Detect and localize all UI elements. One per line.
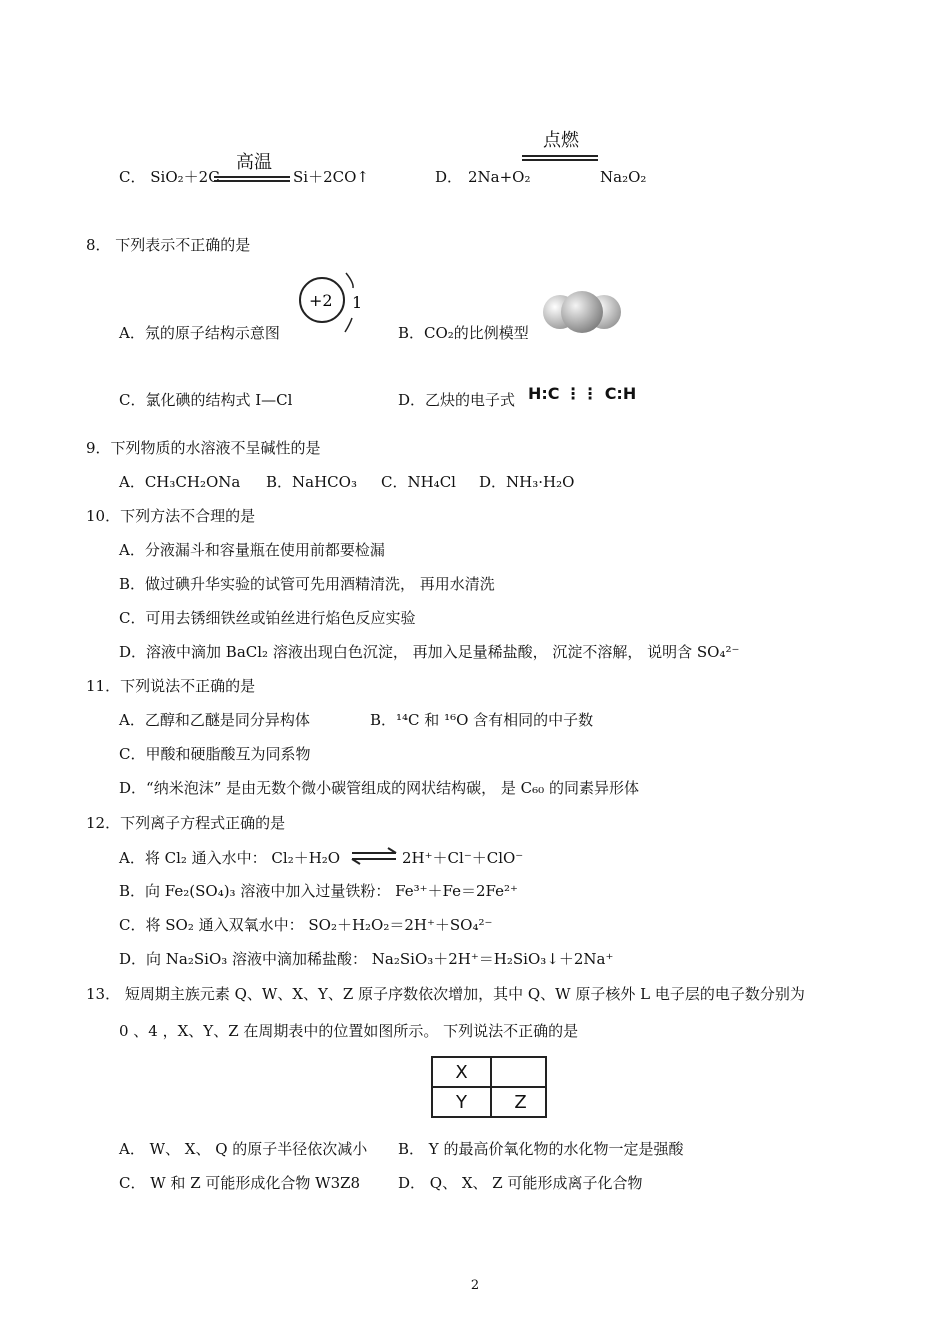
reversible-arrow: [350, 846, 400, 866]
q9-option-c: C．NH₄Cl: [381, 473, 456, 491]
acetylene-electron-formula: [528, 384, 636, 403]
q13-stem-continued: 0 、4 ，X、Y、Z 在周期表中的位置如图所示。 下列说法不正确的是: [119, 1022, 579, 1040]
q11-option-b: B．¹⁴C 和 ¹⁶O 含有相同的中子数: [370, 711, 594, 729]
q11-stem: 11．下列说法不正确的是: [86, 677, 256, 695]
q7-d-equals-bar: [522, 155, 598, 161]
table-cell-x: X: [455, 1062, 468, 1083]
atom-electron-count: 1: [352, 293, 363, 312]
table-cell-empty: [492, 1058, 549, 1087]
q7-c-right: Si＋2CO↑: [293, 168, 369, 186]
q7-c-condition: 高温: [236, 152, 272, 173]
q12-option-c: C．将 SO₂ 通入双氧水中： SO₂＋H₂O₂＝2H⁺＋SO₄²⁻: [119, 916, 493, 934]
co2-space-filling-model: [538, 288, 628, 336]
q12-option-d: D．向 Na₂SiO₃ 溶液中滴加稀盐酸： Na₂SiO₃＋2H⁺＝H₂SiO₃↓＋2Na⁺: [119, 950, 614, 968]
q11-option-d: D．“纳米泡沫” 是由无数个微小碳管组成的网状结构碳， 是 C₆₀ 的同素异形体: [119, 779, 639, 797]
q12-option-a-right: 2H⁺＋Cl⁻＋ClO⁻: [402, 849, 524, 867]
periodic-table-fragment: [431, 1056, 547, 1118]
neon-atom-diagram: [296, 268, 366, 338]
q8-option-b: B．CO₂的比例模型: [398, 324, 529, 342]
q10-option-d: D．溶液中滴加 BaCl₂ 溶液出现白色沉淀， 再加入足量稀盐酸， 沉淀不溶解， 说明含 SO₄²⁻: [119, 643, 740, 661]
triple-bond-dots: ⋮⋮: [565, 384, 600, 403]
q7-d-label: D．: [435, 168, 463, 186]
q7-option-c: [119, 167, 220, 187]
q13-option-c: C． W 和 Z 可能形成化合物 W3Z8: [119, 1174, 361, 1192]
table-cell-z: Z: [514, 1092, 527, 1113]
q9-option-a: A．CH₃CH₂ONa: [119, 473, 241, 491]
formula-right: C:H: [604, 384, 637, 403]
q7-c-label: C．: [119, 168, 146, 186]
q12-stem: 12．下列离子方程式正确的是: [86, 814, 286, 832]
q10-option-c: C．可用去锈细铁丝或铂丝进行焰色反应实验: [119, 609, 416, 627]
q11-option-c: C．甲酸和硬脂酸互为同系物: [119, 745, 311, 763]
q13-option-b: B． Y 的最高价氧化物的水化物一定是强酸: [398, 1140, 684, 1158]
q12-option-b: B．向 Fe₂(SO₄)₃ 溶液中加入过量铁粉： Fe³⁺＋Fe＝2Fe²⁺: [119, 882, 518, 900]
q7-d-right: Na₂O₂: [600, 168, 647, 186]
page-number: 2: [470, 1278, 480, 1293]
q8-option-d: D．乙炔的电子式: [398, 391, 516, 409]
q8-option-a: A．氖的原子结构示意图: [119, 324, 280, 342]
q13-stem: 13． 短周期主族元素 Q、W、X、Y、Z 原子序数依次增加，其中 Q、W 原子核外 L 电子层的电子数分别为: [86, 985, 805, 1003]
q8-stem: 8． 下列表示不正确的是: [86, 236, 251, 254]
q7-c-left: SiO₂＋2C: [150, 168, 220, 186]
q9-option-d: D．NH₃·H₂O: [479, 473, 575, 491]
q10-option-b: B．做过碘升华实验的试管可先用酒精清洗， 再用水清洗: [119, 575, 495, 593]
q13-option-a: A． W、 X、 Q 的原子半径依次减小: [119, 1140, 368, 1158]
atom-nucleus-label: +2: [309, 291, 333, 310]
q9-option-b: B．NaHCO₃: [266, 473, 357, 491]
formula-left: H:C: [528, 384, 560, 403]
q7-d-condition: 点燃: [543, 130, 579, 151]
q9-stem: 9．下列物质的水溶液不呈碱性的是: [86, 439, 321, 457]
table-cell-y: Y: [456, 1092, 467, 1113]
q13-option-d: D． Q、 X、 Z 可能形成离子化合物: [398, 1174, 643, 1192]
q10-stem: 10．下列方法不合理的是: [86, 507, 256, 525]
q12-option-a-left: A．将 Cl₂ 通入水中： Cl₂＋H₂O: [119, 849, 341, 867]
q7-c-equals-bar: [214, 176, 290, 182]
q7-d-left: 2Na+O₂: [468, 168, 531, 186]
q8-option-c: C．氯化碘的结构式 I—Cl: [119, 391, 293, 409]
q11-option-a: A．乙醇和乙醚是同分异构体: [119, 711, 310, 729]
q10-option-a: A．分液漏斗和容量瓶在使用前都要检漏: [119, 541, 385, 559]
